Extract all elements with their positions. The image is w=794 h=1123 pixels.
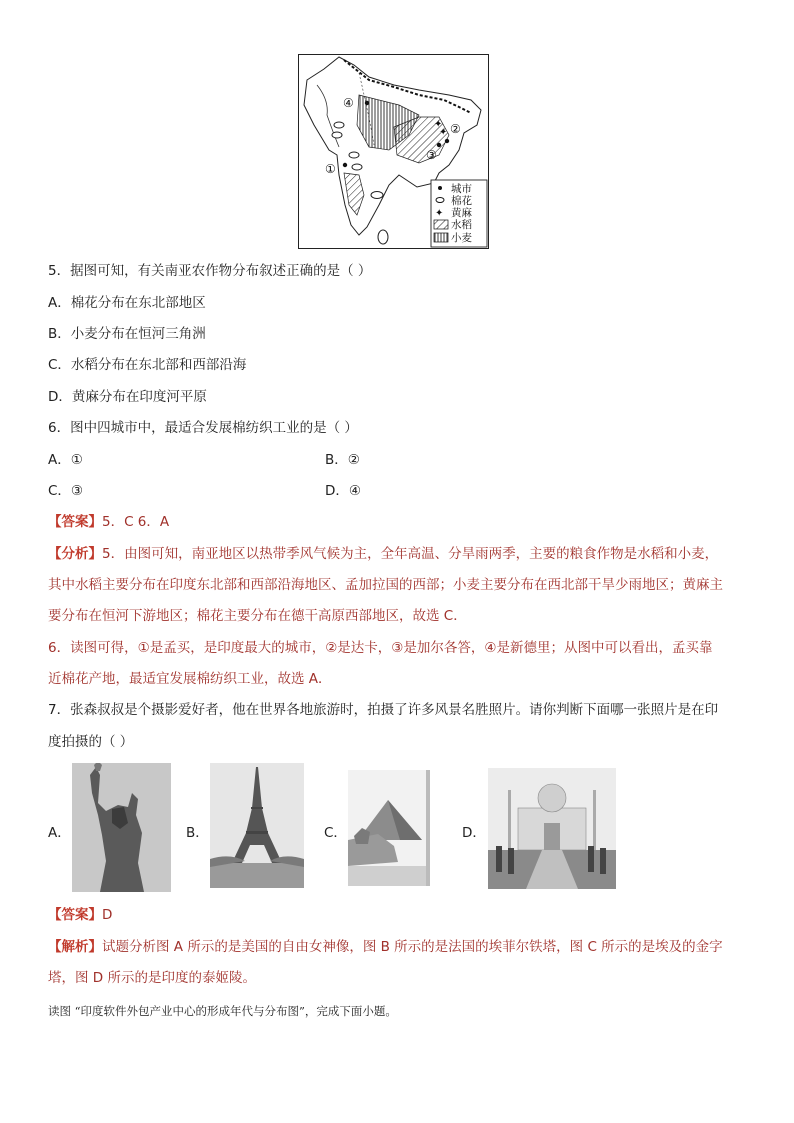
marker-1: ① [325,162,336,176]
analysis-7-line-1: 【解析】试题分析图 A 所示的是美国的自由女神像，图 B 所示的是法国的埃菲尔铁塔，图 C 所示的是埃及的金字 [48,939,723,955]
q6-option-a: A．① [48,452,83,468]
q6-stem: 6．图中四城市中，最适合发展棉纺织工业的是（ ） [48,420,358,436]
statue-of-liberty-photo [72,763,171,892]
q7-option-a-label: A． [48,825,71,841]
marker-3: ③ [426,148,437,162]
answer-text: 5．C 6．A [102,514,170,530]
answer-7-label: 【答案】 [48,907,102,923]
next-section-instruction: 读图 “印度软件外包产业中心的形成年代与分布图”，完成下面小题。 [48,1004,397,1018]
legend-city: 城市 [451,183,472,195]
legend-cotton: 棉花 [451,195,472,207]
svg-text:✦: ✦ [439,127,448,138]
q5-option-d: D．黄麻分布在印度河平原 [48,389,207,405]
q7-stem-line-2: 度拍摄的（ ） [48,734,134,750]
analysis-5-6-line-3: 要分布在恒河下游地区；棉花主要分布在德干高原西部地区，故选 C． [48,608,467,624]
q6-option-d: D．④ [325,483,361,499]
marker-2: ② [450,122,461,136]
answer-7-text: D [102,907,113,923]
analysis-5-6-line-2: 其中水稻主要分布在印度东北部和西部沿海地区、孟加拉国的西部；小麦主要分布在西北部干旱少雨地区；黄麻主 [48,577,723,593]
legend-jute: 黄麻 [451,207,472,219]
q5-option-b: B．小麦分布在恒河三角洲 [48,326,206,342]
analysis-label: 【分析】 [48,546,102,562]
analysis-5-6-line-5: 近棉花产地，最适宜发展棉纺织工业，故选 A． [48,671,332,687]
q7-option-d-label: D． [462,825,486,841]
analysis-7-label: 【解析】 [48,939,102,955]
q6-option-c: C．③ [48,483,84,499]
q7-option-c-label: C． [324,825,347,841]
legend-rice: 水稻 [451,219,472,231]
taj-mahal-photo [488,768,616,889]
answer-label: 【答案】 [48,514,102,530]
analysis-5-6-line-1: 【分析】5．由图可知，南亚地区以热带季风气候为主，全年高温、分旱雨两季，主要的粮食作物是水稻和小麦， [48,546,719,562]
q5-option-a: A．棉花分布在东北部地区 [48,295,206,311]
answer-7 [48,906,112,924]
svg-text:✦: ✦ [435,208,444,219]
eiffel-tower-photo [210,763,304,888]
pyramid-sphinx-photo [348,770,430,886]
svg-text:✦: ✦ [434,119,443,130]
q5-stem: 5．据图可知，有关南亚农作物分布叙述正确的是（ ） [48,263,372,279]
q5-option-c: C．水稻分布在东北部和西部沿海 [48,357,247,373]
analysis-7-line-2: 塔，图 D 所示的是印度的泰姬陵。 [48,970,256,986]
answer-5-6 [48,513,169,531]
q7-option-b-label: B． [186,825,209,841]
q7-stem-line-1: 7．张森叔叔是个摄影爱好者，他在世界各地旅游时，拍摄了许多风景名胜照片。请你判断下面哪一张照片是在印 [48,702,719,718]
analysis-5-6-line-4: 6．读图可得，①是孟买，是印度最大的城市，②是达卡，③是加尔各答，④是新德里；从图中可以看出，孟买靠 [48,640,713,656]
south-asia-crop-map [298,54,489,249]
legend-wheat: 小麦 [451,232,472,244]
marker-4: ④ [343,96,354,110]
q6-option-b: B．② [325,452,360,468]
map-drawing [299,55,488,248]
